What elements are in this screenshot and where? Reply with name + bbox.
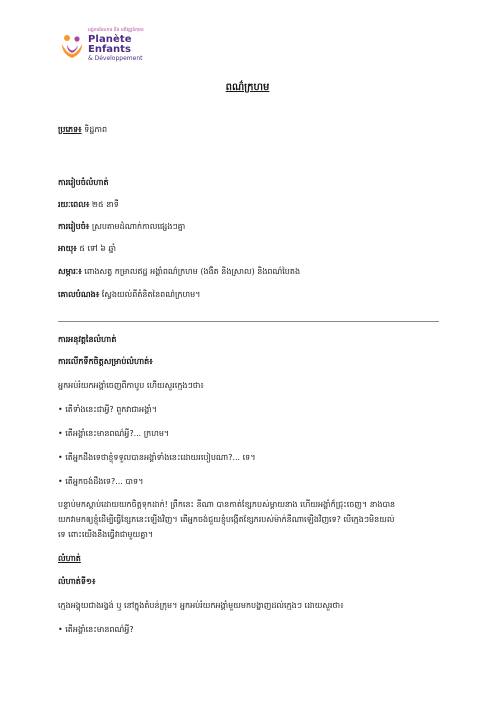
duration-value: ២៥ នាទី: [91, 200, 119, 209]
duration-label: រយៈពេល៖: [58, 200, 90, 209]
logo-line-enfants: Enfants: [88, 44, 131, 55]
bullet-item: • តើអង្គាំនេះមានពណ៌អ្វី?: [58, 625, 134, 634]
category-row: [58, 124, 107, 136]
category-value: ទិដ្ឋភាព: [84, 125, 108, 134]
materials-row: [58, 266, 300, 278]
age-row: [58, 243, 116, 255]
motivation-heading: ការលើកទឹកចិត្តសម្រាប់លំហាត់៖: [58, 357, 153, 366]
story-line: យកវាមកឲ្យខ្ញុំដើម្បីធ្វើខ្សែកនេះឡើងវិញ។ តើអ្នកចង់ជួយខ្ញុំបង្កើតខ្សែករបស់ម៉ាក់នីណាឡើងវិញទេ? បើក្មេងៗមិនយល់: [58, 515, 395, 524]
age-value: ៥ ទៅ ៦ ឆ្នាំ: [79, 244, 117, 253]
setup-value: ស្របតាមដំណាក់កាលផ្សេងៗគ្នា: [91, 222, 186, 231]
exercise1-line: ក្មេងអង្គុយជាងរង្វង់ ឬ នៅក្នុងតំបន់ក្រុម។ អ្នកអប់រំយកអង្គាំមួយមកបង្ហាញដល់ក្មេងៗ ដោយសួរថា៖: [58, 601, 344, 610]
objective-label: គោលបំណង៖: [58, 290, 100, 299]
materials-value: ពោងសត្វ កម្រាលឥដ្ឋ អង្គាំពណ៌ក្រហម (ងងឹត និងស្រាល) និងពណ៌បៃតង: [84, 267, 301, 276]
logo-line-developpement: & Développement: [88, 55, 143, 62]
bullet-item: • តើអ្នកចង់ដឹងទេ?... បាទ។: [58, 477, 144, 486]
logo-figure-icon: [58, 32, 86, 60]
logo-line-planete: Planète: [88, 34, 132, 45]
story-line: បន្ទាប់មកស្តាប់ដោយយកចិត្តទុកដាក់! ព្រឹកនេះ នីណា បានកាត់ខ្សែកបស់ម្ដាយនាង ហើយអង្គាំក៏ជ្រុះចេញ។ នាងបាន: [58, 500, 396, 509]
exercise-heading: លំហាត់: [58, 554, 81, 563]
story-paragraph: [58, 497, 440, 542]
intro-line: អ្នកអប់រំយកអង្គាំចេញពីកាបូប ហើយសួរក្មេងៗថា៖: [58, 381, 204, 390]
story-line: ទេ ពោះយើងនឹងធ្វើវាជាមួយគ្នា។: [58, 530, 154, 539]
bullet-item: • តើអង្គាំនេះមានពណ៌អ្វី?... ក្រហម។: [58, 429, 170, 438]
bullet-item: • តើទាំងនេះជាអ្វី? ពួកវាជាអង្គាំ។: [58, 405, 158, 414]
logo: [58, 28, 168, 68]
page-title: ពណ៌ក្រហម: [225, 82, 270, 93]
bullet-item: • តើអ្នកដឹងទេថាខ្ញុំទទួលបានអង្គាំទាំងនេះដោយរបៀបណា?... ទេ។: [58, 453, 256, 462]
logo-tagline: អង្គការផែនការ និង អភិវឌ្ឍន៍កុមារ: [88, 28, 144, 33]
section-divider: [58, 321, 439, 322]
objective-value: ស្វែងយល់ពីតំនិតនៃពណ៌ក្រហម។: [101, 290, 201, 299]
exercise1-heading: លំហាត់ទី១៖: [58, 577, 96, 586]
conduct-heading: ការអនុវត្តនៃលំហាត់: [58, 335, 117, 344]
category-label: ប្រភេទ៖: [58, 125, 82, 134]
setup-label: ការរៀបចំ៖: [58, 222, 90, 231]
setup-row: [58, 221, 185, 233]
duration-row: [58, 199, 119, 211]
objective-row: [58, 289, 200, 301]
organization-heading: ការរៀបចំលំហាត់: [58, 178, 109, 187]
materials-label: សម្ភារៈ៖: [58, 267, 82, 276]
age-label: អាយុ៖: [58, 244, 77, 253]
